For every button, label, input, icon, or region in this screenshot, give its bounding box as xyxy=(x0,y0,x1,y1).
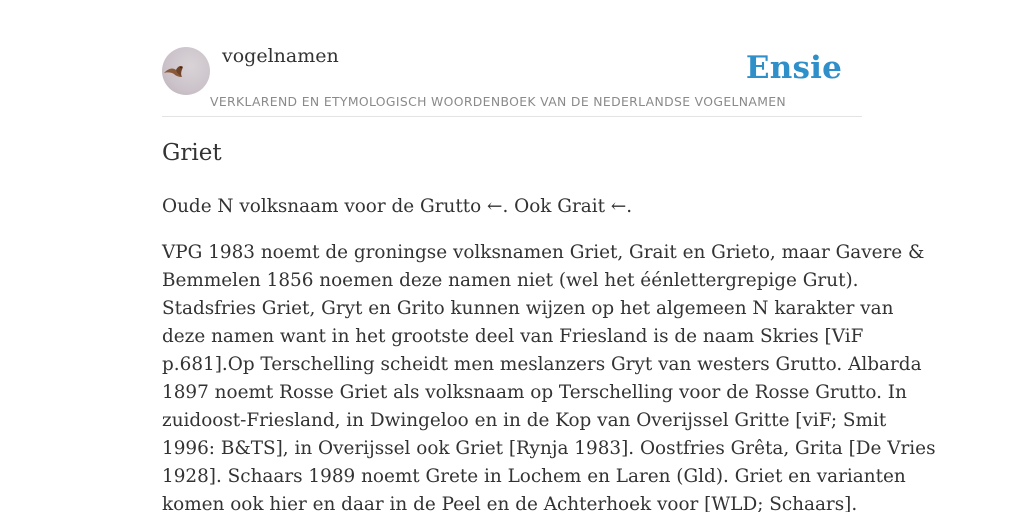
site-header xyxy=(162,0,862,117)
dictionary-subtitle: VERKLAREND EN ETYMOLOGISCH WOORDENBOEK VAN DE NEDERLANDSE VOGELNAMEN xyxy=(210,94,787,109)
ensie-logo[interactable]: Ensie xyxy=(745,50,842,86)
body-line: p.681].Op Terschelling scheidt men meslanzers Gryt van westers Grutto. Albarda xyxy=(162,354,922,375)
entry-body xyxy=(162,239,936,512)
body-line: komen ook hier en daar in de Peel en de Achterhoek voor [WLD; Schaars]. xyxy=(162,494,858,512)
body-line: 1928]. Schaars 1989 noemt Grete in Lochem en Laren (Gld). Griet en varianten xyxy=(162,466,906,487)
avatar-image xyxy=(162,47,210,95)
intro-text-2: . Ook Grait xyxy=(502,196,611,217)
body-line: deze namen want in het grootste deel van Friesland is de naam Skries [ViF xyxy=(162,326,864,347)
body-line: 1996: B&TS], in Overijssel ook Griet [Rynja 1983]. Oostfries Grêta, Grita [De Vries xyxy=(162,438,936,459)
intro-text-3: . xyxy=(626,196,633,217)
entry-intro xyxy=(162,193,862,221)
intro-text-1: Oude N volksnaam voor de Grutto xyxy=(162,196,488,217)
body-line: Stadsfries Griet, Gryt en Grito kunnen wijzen op het algemeen N karakter van xyxy=(162,298,894,319)
cross-reference-arrow-icon[interactable]: ← xyxy=(487,196,503,217)
body-line: VPG 1983 noemt de groningse volksnamen Griet, Grait en Grieto, maar Gavere & xyxy=(162,242,925,263)
entry-title: Griet xyxy=(162,140,222,166)
body-line: Bemmelen 1856 noemen deze namen niet (wel het éénlettergrepige Grut). xyxy=(162,270,859,291)
body-line: 1897 noemt Rosse Griet als volksnaam op Terschelling voor de Rosse Grutto. In xyxy=(162,382,907,403)
cross-reference-arrow-icon[interactable]: ← xyxy=(610,196,627,217)
bird-photo-icon[interactable] xyxy=(162,47,210,95)
site-name[interactable]: vogelnamen xyxy=(222,45,339,67)
body-line: zuidoost-Friesland, in Dwingeloo en in de Kop van Overijssel Gritte [viF; Smit xyxy=(162,410,887,431)
